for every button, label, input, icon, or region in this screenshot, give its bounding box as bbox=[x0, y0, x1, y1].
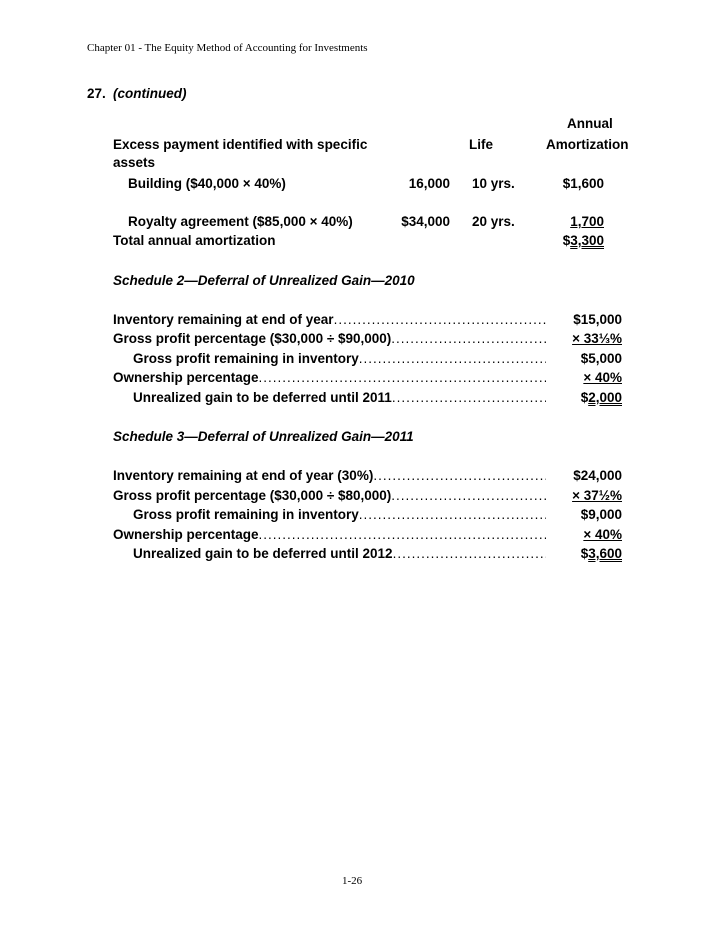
schedule-3-row bbox=[133, 546, 546, 561]
building-label: Building ($40,000 × 40%) bbox=[128, 176, 286, 191]
deferred-gain-2011: 2,000 bbox=[588, 390, 622, 405]
leader-dots bbox=[334, 312, 546, 327]
schedule-2-row bbox=[113, 331, 546, 346]
row-label: Unrealized gain to be deferred until 2012 bbox=[133, 546, 393, 561]
leader-dots bbox=[392, 390, 546, 405]
total-amount: 3,300 bbox=[570, 233, 604, 248]
leader-dots bbox=[393, 546, 546, 561]
col-header-annual: Annual bbox=[567, 116, 613, 131]
schedule-2-row bbox=[133, 351, 546, 366]
row-label: Ownership percentage bbox=[113, 527, 259, 542]
row-heading-assets: assets bbox=[113, 155, 156, 170]
deferred-gain-2012: 3,600 bbox=[588, 546, 622, 561]
problem-number: 27. bbox=[87, 86, 106, 101]
row-label: Ownership percentage bbox=[113, 370, 259, 385]
row-label: Gross profit percentage ($30,000 ÷ $90,000) bbox=[113, 331, 392, 346]
page-number: 1-26 bbox=[342, 875, 363, 887]
royalty-annual: 1,700 bbox=[570, 214, 604, 229]
schedule-2-row bbox=[133, 390, 546, 405]
dollar-sign: $ bbox=[580, 390, 589, 405]
schedule-2-value: $15,000 bbox=[573, 312, 622, 327]
leader-dots bbox=[359, 351, 546, 366]
building-annual: $1,600 bbox=[562, 176, 604, 191]
schedule-2-row bbox=[113, 312, 546, 327]
leader-dots bbox=[259, 527, 546, 542]
total-amortization-label: Total annual amortization bbox=[113, 233, 276, 248]
schedule-3-value: × 37½% bbox=[572, 488, 622, 503]
schedule-3-row bbox=[113, 488, 546, 503]
schedule-2-value bbox=[581, 390, 622, 405]
leader-dots bbox=[391, 488, 546, 503]
schedule-3-row bbox=[133, 507, 546, 522]
schedule-3-row bbox=[113, 527, 546, 542]
row-label: Inventory remaining at end of year (30%) bbox=[113, 468, 374, 483]
col-header-life: Life bbox=[469, 137, 494, 152]
schedule-3-value: $24,000 bbox=[573, 468, 622, 483]
leader-dots bbox=[391, 331, 546, 346]
schedule-3-title: Schedule 3—Deferral of Unrealized Gain—2011 bbox=[113, 429, 414, 444]
building-amount: 16,000 bbox=[408, 176, 450, 191]
leader-dots bbox=[259, 370, 546, 385]
leader-dots bbox=[373, 468, 546, 483]
schedule-2-value: × 40% bbox=[583, 370, 622, 385]
royalty-amount: $34,000 bbox=[401, 214, 450, 229]
row-label: Gross profit remaining in inventory bbox=[133, 507, 359, 522]
problem-continued-label: (continued) bbox=[113, 86, 187, 101]
building-life: 10 yrs. bbox=[472, 176, 515, 191]
schedule-3-value bbox=[581, 546, 622, 561]
row-label: Unrealized gain to be deferred until 2011 bbox=[133, 390, 392, 405]
row-label: Gross profit percentage ($30,000 ÷ $80,000) bbox=[113, 488, 392, 503]
schedule-3-value: × 40% bbox=[583, 527, 622, 542]
royalty-life: 20 yrs. bbox=[472, 214, 515, 229]
leader-dots bbox=[359, 507, 546, 522]
schedule-2-title: Schedule 2—Deferral of Unrealized Gain—2010 bbox=[113, 273, 415, 288]
row-label: Inventory remaining at end of year bbox=[113, 312, 334, 327]
col-header-amortization: Amortization bbox=[546, 137, 629, 152]
total-dollar-sign: $ bbox=[562, 233, 571, 248]
dollar-sign: $ bbox=[580, 546, 589, 561]
schedule-3-value: $9,000 bbox=[580, 507, 622, 522]
schedule-2-value: × 33⅓% bbox=[572, 331, 622, 346]
row-label: Gross profit remaining in inventory bbox=[133, 351, 359, 366]
schedule-2-row bbox=[113, 370, 546, 385]
schedule-3-row bbox=[113, 468, 546, 483]
schedule-2-value: $5,000 bbox=[580, 351, 622, 366]
row-heading-excess: Excess payment identified with specific bbox=[113, 137, 368, 152]
total-amortization-value bbox=[563, 233, 604, 248]
chapter-header: Chapter 01 - The Equity Method of Accounting for Investments bbox=[87, 42, 368, 54]
royalty-label: Royalty agreement ($85,000 × 40%) bbox=[128, 214, 353, 229]
